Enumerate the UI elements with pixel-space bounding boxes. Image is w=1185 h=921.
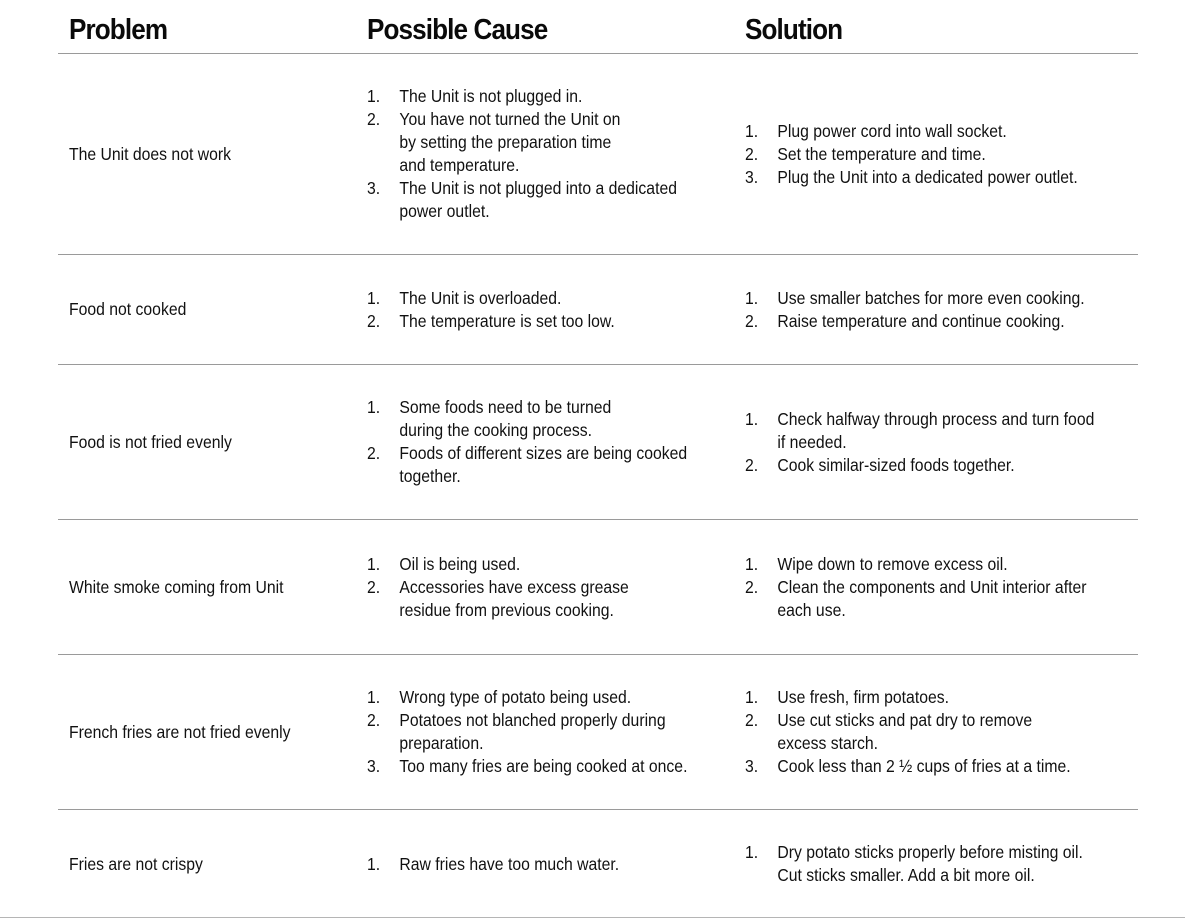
problem-cell	[69, 54, 359, 254]
solution-cell	[745, 520, 1130, 654]
problem-cell	[69, 655, 359, 809]
item-number: 2.	[367, 710, 381, 730]
list-item	[367, 177, 677, 223]
cause-cell	[367, 655, 737, 809]
item-text: Raw fries have too much water.	[399, 853, 620, 874]
item-text: residue from previous cooking.	[399, 599, 614, 620]
list-item	[745, 166, 1078, 189]
list-item	[745, 686, 1071, 709]
item-text: and temperature.	[399, 155, 520, 175]
list-item	[745, 120, 1078, 143]
item-text: excess starch.	[777, 733, 879, 753]
item-number: 2.	[745, 310, 759, 331]
item-number: 2.	[367, 109, 381, 129]
item-text: Check halfway through process and turn food	[777, 408, 1095, 429]
table-row	[58, 810, 1138, 918]
table-row	[58, 54, 1138, 255]
cause-cell	[367, 520, 737, 654]
list-item	[745, 553, 1086, 576]
list-item	[367, 442, 687, 488]
header-possible-cause: Possible Cause	[367, 14, 548, 46]
cause-list	[367, 396, 687, 488]
table-row	[58, 255, 1138, 365]
cause-cell	[367, 365, 737, 519]
list-item	[745, 287, 1085, 310]
table-row	[58, 365, 1138, 520]
item-number: 1.	[745, 687, 759, 707]
list-item	[367, 686, 687, 709]
cause-cell	[367, 255, 737, 364]
item-text: Use smaller batches for more even cooking.	[777, 287, 1085, 308]
problem-text: The Unit does not work	[69, 143, 231, 164]
problem-text: not fried evenly	[183, 721, 291, 742]
item-number: 2.	[745, 710, 759, 730]
item-number: 3.	[745, 166, 759, 187]
item-number: 1.	[367, 553, 381, 574]
item-number: 1.	[367, 287, 381, 308]
item-number: 2.	[367, 576, 381, 597]
problem-text: Food is not fried evenly	[69, 431, 232, 452]
item-text: Cook less than 2 ½ cups of fries at a time.	[777, 756, 1071, 776]
item-text: preparation.	[399, 733, 484, 753]
item-text: Dry potato sticks properly before misting oil.	[777, 842, 1083, 862]
list-item	[367, 85, 677, 108]
cause-list	[367, 553, 629, 622]
problem-text: White smoke coming	[69, 576, 216, 597]
problem-text: from Unit	[219, 576, 284, 597]
cause-list	[367, 287, 615, 333]
list-item	[745, 841, 1083, 887]
item-text: The Unit is not plugged in.	[399, 86, 583, 106]
list-item	[367, 755, 687, 778]
list-item	[745, 143, 1078, 166]
list-item	[367, 287, 615, 310]
item-number: 2.	[745, 454, 759, 475]
item-number: 1.	[745, 408, 759, 429]
problem-cell	[69, 520, 359, 654]
list-item	[367, 709, 687, 755]
solution-list	[745, 841, 1083, 887]
list-item	[367, 310, 615, 333]
problem-cell	[69, 255, 359, 364]
list-item	[745, 408, 1094, 454]
list-item	[745, 755, 1071, 778]
bottom-divider	[0, 917, 1185, 918]
list-item	[367, 396, 687, 442]
item-text: Wrong type of potato being used.	[399, 687, 632, 707]
item-text: Plug power cord into wall socket.	[777, 120, 1007, 141]
list-item	[745, 576, 1086, 622]
item-number: 2.	[367, 310, 381, 331]
problem-text: French fries are	[69, 721, 180, 742]
solution-list	[745, 287, 1085, 333]
list-item	[367, 853, 619, 876]
item-text: Clean the components and Unit interior after	[777, 576, 1087, 597]
item-text: if needed.	[777, 431, 847, 452]
item-text: by setting the preparation time	[399, 132, 612, 152]
item-text: You have not turned the Unit on	[399, 109, 621, 129]
item-text: Foods of different sizes are being cooked	[399, 443, 688, 463]
cause-list	[367, 853, 619, 876]
item-number: 2.	[745, 143, 759, 164]
item-text: power outlet.	[399, 201, 490, 221]
item-text: together.	[399, 466, 461, 486]
table-header	[58, 0, 1138, 54]
cause-cell	[367, 810, 737, 918]
item-text: Use fresh, firm potatoes.	[777, 687, 949, 707]
item-text: The Unit is not plugged into a dedicated	[399, 178, 677, 198]
item-text: Oil is being used.	[399, 553, 521, 574]
solution-list	[745, 408, 1094, 477]
problem-text: Fries are not crispy	[69, 853, 203, 874]
item-number: 1.	[745, 287, 759, 308]
list-item	[367, 576, 629, 622]
item-number: 1.	[367, 86, 381, 106]
problem-cell	[69, 365, 359, 519]
table-row	[58, 520, 1138, 655]
header-solution: Solution	[745, 14, 843, 46]
item-number: 2.	[367, 443, 381, 463]
item-number: 3.	[367, 178, 381, 198]
item-text: Potatoes not blanched properly during	[399, 710, 666, 730]
solution-cell	[745, 255, 1130, 364]
solution-cell	[745, 365, 1130, 519]
item-number: 1.	[745, 120, 759, 141]
item-number: 3.	[745, 756, 759, 776]
solution-cell	[745, 655, 1130, 809]
item-text: The temperature is set too low.	[399, 310, 615, 331]
item-text: The Unit is overloaded.	[399, 287, 562, 308]
item-text: Wipe down to remove excess oil.	[777, 553, 1008, 574]
item-text: Cut sticks smaller. Add a bit more oil.	[777, 865, 1035, 885]
list-item	[367, 108, 677, 177]
item-text: Raise temperature and continue cooking.	[777, 310, 1065, 331]
problem-text: Food not cooked	[69, 299, 187, 319]
list-item	[745, 454, 1094, 477]
solution-list	[745, 120, 1078, 189]
item-number: 3.	[367, 756, 381, 776]
cause-cell	[367, 54, 737, 254]
solution-cell	[745, 54, 1130, 254]
solution-list	[745, 553, 1086, 622]
problem-cell	[69, 810, 359, 918]
item-number: 1.	[745, 842, 759, 862]
item-text: Set the temperature and time.	[777, 143, 986, 164]
list-item	[367, 553, 629, 576]
list-item	[745, 310, 1085, 333]
table-row	[58, 655, 1138, 810]
item-text: during the cooking process.	[399, 420, 593, 440]
item-text: Some foods need to be turned	[399, 397, 612, 417]
item-text: Too many fries are being cooked at once.	[399, 756, 688, 776]
item-text: Use cut sticks and pat dry to remove	[777, 710, 1033, 730]
item-text: Plug the Unit into a dedicated power outlet.	[777, 166, 1078, 187]
item-number: 1.	[367, 397, 381, 417]
item-text: Cook similar-sized foods together.	[777, 454, 1015, 475]
item-text: Accessories have excess grease	[399, 576, 629, 597]
header-problem: Problem	[69, 14, 168, 46]
item-number: 1.	[745, 553, 759, 574]
solution-cell	[745, 810, 1130, 918]
item-number: 1.	[367, 853, 381, 874]
item-number: 2.	[745, 576, 759, 597]
item-text: each use.	[777, 599, 846, 620]
item-number: 1.	[367, 687, 381, 707]
cause-list	[367, 686, 687, 778]
cause-list	[367, 85, 677, 223]
solution-list	[745, 686, 1071, 778]
list-item	[745, 709, 1071, 755]
